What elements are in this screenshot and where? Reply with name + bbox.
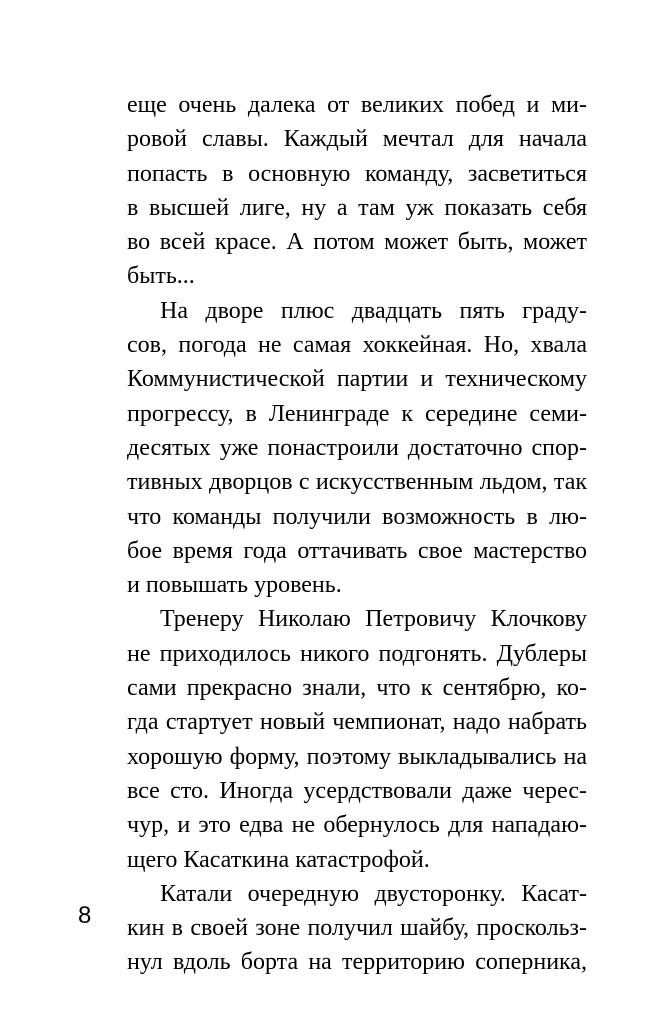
text-line: Тренеру Николаю Петровичу Клочкову bbox=[160, 606, 587, 633]
text-line: не приходилось никого подгонять. Дублеры bbox=[127, 640, 587, 667]
text-line: ровой славы. Каждый мечтал для начала bbox=[127, 126, 587, 153]
text-line: быть... bbox=[127, 263, 195, 290]
text-line: Катали очередную двусторонку. Касат- bbox=[160, 880, 587, 907]
body-text bbox=[127, 88, 587, 980]
text-line: прогрессу, в Ленинграде к середине семи- bbox=[127, 400, 587, 427]
text-line: сов, погода не самая хоккейная. Но, хвала bbox=[127, 332, 587, 359]
text-line: что команды получили возможность в лю- bbox=[127, 503, 587, 530]
text-line: во всей красе. А потом может быть, может bbox=[127, 229, 587, 256]
text-line: На дворе плюс двадцать пять граду- bbox=[160, 297, 587, 324]
text-line: в высшей лиге, ну а там уж показать себя bbox=[127, 194, 587, 221]
text-line: нул вдоль борта на территорию соперника, bbox=[127, 949, 587, 976]
text-line: все сто. Иногда усердствовали даже черес- bbox=[127, 777, 587, 804]
text-line: десятых уже понастроили достаточно спор- bbox=[127, 434, 587, 461]
text-line: щего Касаткина катастрофой. bbox=[127, 846, 430, 873]
text-line: тивных дворцов с искусственным льдом, так bbox=[127, 469, 587, 496]
text-line: и повышать уровень. bbox=[127, 572, 342, 599]
text-line: еще очень далека от великих побед и ми- bbox=[127, 92, 587, 118]
text-line: бое время года оттачивать свое мастерство bbox=[127, 537, 587, 564]
text-line: хорошую форму, поэтому выкладывались на bbox=[127, 743, 587, 770]
text-line: Коммунистической партии и техническому bbox=[127, 366, 587, 393]
text-line: чур, и это едва не обернулось для нападаю- bbox=[127, 812, 587, 839]
text-line: гда стартует новый чемпионат, надо набрать bbox=[127, 709, 587, 736]
text-line: кин в своей зоне получил шайбу, проскольз- bbox=[127, 915, 587, 942]
text-line: попасть в основную команду, засветиться bbox=[127, 160, 587, 187]
text-line: сами прекрасно знали, что к сентябрю, ко- bbox=[127, 675, 587, 702]
page-number: 8 bbox=[78, 902, 92, 929]
